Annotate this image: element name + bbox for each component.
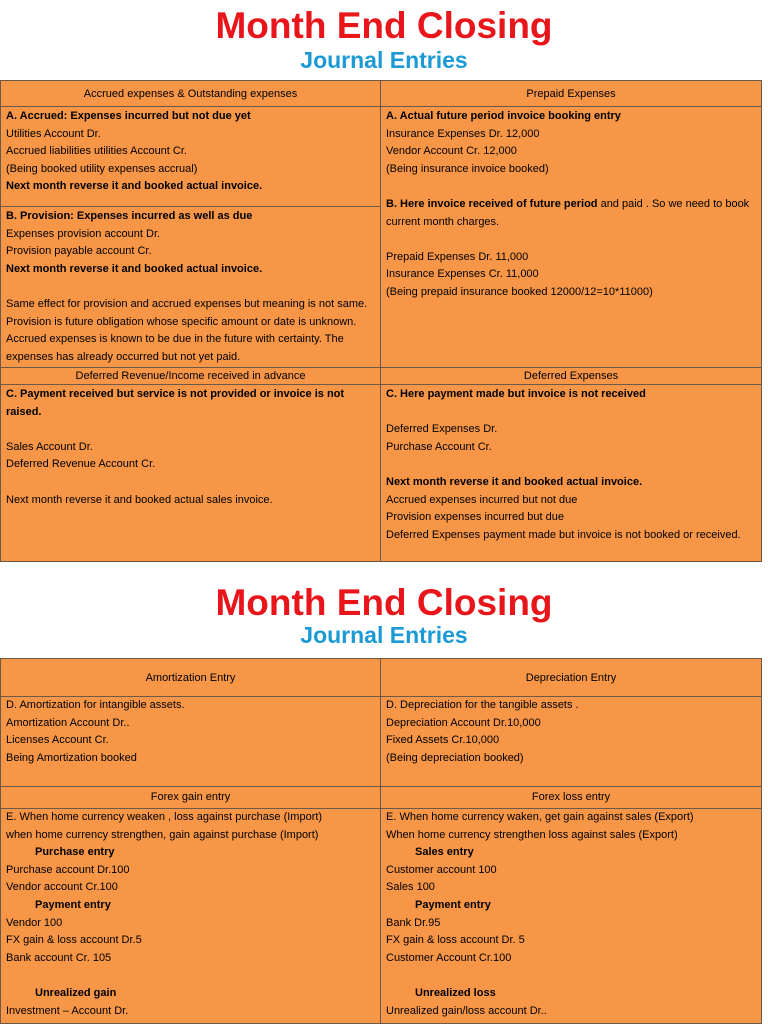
forex-gain-line: FX gain & loss account Dr.5 [6,934,142,947]
deferred-expenses-line: Purchase Account Cr. [386,440,492,453]
depreciation-cell [380,696,762,787]
depreciation-line: D. Depreciation for the tangible assets . [386,699,579,711]
deferred-expenses-heading: C. Here payment made but invoice is not received [386,388,646,400]
forex-gain-line: Vendor account Cr.100 [6,881,118,894]
header-deferred-revenue-label: Deferred Revenue/Income received in advance [75,370,306,382]
deferred-revenue-heading: C. Payment received but service is not provided or invoice is not raised. [6,388,345,418]
prepaid-b-rest: and paid . So we need to book current month charges. [386,197,750,228]
accrued-reverse-note: Next month reverse it and booked actual invoice. [6,180,263,193]
page-title: Month End Closing [215,5,553,46]
amortization-cell [0,696,381,787]
deferred-expenses-line: Provision expenses incurred but due [386,511,564,524]
provision-cell [0,206,381,368]
header-depreciation [380,658,762,697]
provision-heading: B. Provision: Expenses incurred as well as due [6,210,253,222]
header-prepaid-expenses-label: Prepaid Expenses [526,88,616,100]
forex-loss-line: When home currency strengthen loss against sales (Export) [386,828,678,841]
forex-loss-line: Unrealized gain/loss account Dr.. [386,1004,547,1017]
forex-gain-line: Investment – Account Dr. [6,1004,129,1017]
accrued-line: (Being booked utility expenses accrual) [6,162,198,175]
prepaid-line: Prepaid Expenses Dr. 11,000 [386,250,529,263]
spacer [386,456,756,474]
deferred-revenue-line: Deferred Revenue Account Cr. [6,458,156,471]
provision-explanation: Same effect for provision and accrued expenses but meaning is not same. Provision is future obligation whose specific amount or date is unknown. Accrued expenses is known to be due in the future with certainty. The expenses has already occurred but not yet paid. [6,297,368,363]
spacer [386,404,756,422]
accrued-line: Utilities Account Dr. [6,127,101,140]
prepaid-line: (Being prepaid insurance booked 12000/12=10*11000) [386,285,653,298]
spacer [6,474,375,492]
header-depreciation-label: Depreciation Entry [525,672,617,684]
prepaid-cell [380,106,762,368]
header-forex-loss-label: Forex loss entry [531,791,611,803]
forex-loss-line: FX gain & loss account Dr. 5 [386,934,525,947]
sales-entry-heading: Sales entry [415,846,474,859]
deferred-expenses-reverse-note: Next month reverse it and booked actual invoice. [386,475,643,488]
header-prepaid-expenses [380,80,762,107]
deferred-expenses-line: Deferred Expenses payment made but invoice is not booked or received. [386,528,741,541]
forex-gain-line: E. When home currency weaken , loss against purchase (Import) [6,811,323,823]
provision-line: Provision payable account Cr. [6,245,152,258]
spacer [6,278,375,296]
page-subtitle: Journal Entries [300,47,468,73]
purchase-entry-heading: Purchase entry [35,846,115,859]
forex-loss-line: Bank Dr.95 [386,916,441,929]
amortization-line: Being Amortization booked [6,751,137,764]
spacer [6,967,375,985]
forex-loss-line: Customer Account Cr.100 [386,951,512,964]
unrealized-gain-heading: Unrealized gain [35,986,117,999]
deferred-expenses-line: Deferred Expenses Dr. [386,423,498,436]
deferred-revenue-line: Next month reverse it and booked actual sales invoice. [6,493,273,506]
depreciation-line: Depreciation Account Dr.10,000 [386,716,541,729]
prepaid-line: (Being insurance invoice booked) [386,162,549,175]
accrued-cell [0,106,381,207]
prepaid-heading: A. Actual future period invoice booking entry [386,110,621,122]
forex-gain-cell [0,808,381,1024]
amortization-line: Licenses Account Cr. [6,734,109,747]
provision-line: Expenses provision account Dr. [6,227,161,240]
header-amortization-label: Amortization Entry [145,672,236,684]
spacer [6,421,375,439]
deferred-expenses-cell [380,384,762,562]
payment-entry-heading: Payment entry [415,898,491,911]
forex-loss-line: Sales 100 [386,881,435,894]
depreciation-line: Fixed Assets Cr.10,000 [386,734,500,747]
header-amortization [0,658,381,697]
prepaid-line: Vendor Account Cr. 12,000 [386,145,517,158]
depreciation-line: (Being depreciation booked) [386,751,524,764]
forex-gain-line: Bank account Cr. 105 [6,951,112,964]
prepaid-b-text [386,196,756,231]
header-deferred-expenses-label: Deferred Expenses [523,370,619,382]
forex-loss-cell [380,808,762,1024]
page-title-2: Month End Closing [215,582,553,623]
header-deferred-expenses [380,367,762,385]
prepaid-line: Insurance Expenses Cr. 11,000 [386,268,539,281]
spacer [386,231,756,249]
provision-reverse-note: Next month reverse it and booked actual invoice. [6,262,263,275]
accrued-heading: A. Accrued: Expenses incurred but not due yet [6,110,251,122]
spacer [386,178,756,196]
deferred-revenue-line: Sales Account Dr. [6,440,93,453]
forex-loss-line: Customer account 100 [386,863,497,876]
deferred-revenue-cell [0,384,381,562]
header-forex-loss [380,786,762,809]
payment-entry-heading: Payment entry [35,898,111,911]
forex-gain-line: Vendor 100 [6,916,63,929]
amortization-line: Amortization Account Dr.. [6,716,130,729]
header-forex-gain [0,786,381,809]
forex-gain-line: Purchase account Dr.100 [6,863,130,876]
prepaid-line: Insurance Expenses Dr. 12,000 [386,127,540,140]
amortization-line: D. Amortization for intangible assets. [6,699,185,711]
unrealized-loss-heading: Unrealized loss [415,986,496,999]
prepaid-b-bold: B. Here invoice received of future period [386,197,598,210]
page-subtitle-2: Journal Entries [300,622,468,648]
spacer [386,967,756,985]
header-deferred-revenue [0,367,381,385]
header-forex-gain-label: Forex gain entry [150,791,231,803]
forex-loss-line: E. When home currency waken, get gain against sales (Export) [386,811,694,823]
forex-gain-line: when home currency strengthen, gain against purchase (Import) [6,828,319,841]
accrued-line: Accrued liabilities utilities Account Cr. [6,145,187,158]
header-accrued-expenses [0,80,381,107]
header-accrued-expenses-label: Accrued expenses & Outstanding expenses [83,88,298,100]
deferred-expenses-line: Accrued expenses incurred but not due [386,493,578,506]
